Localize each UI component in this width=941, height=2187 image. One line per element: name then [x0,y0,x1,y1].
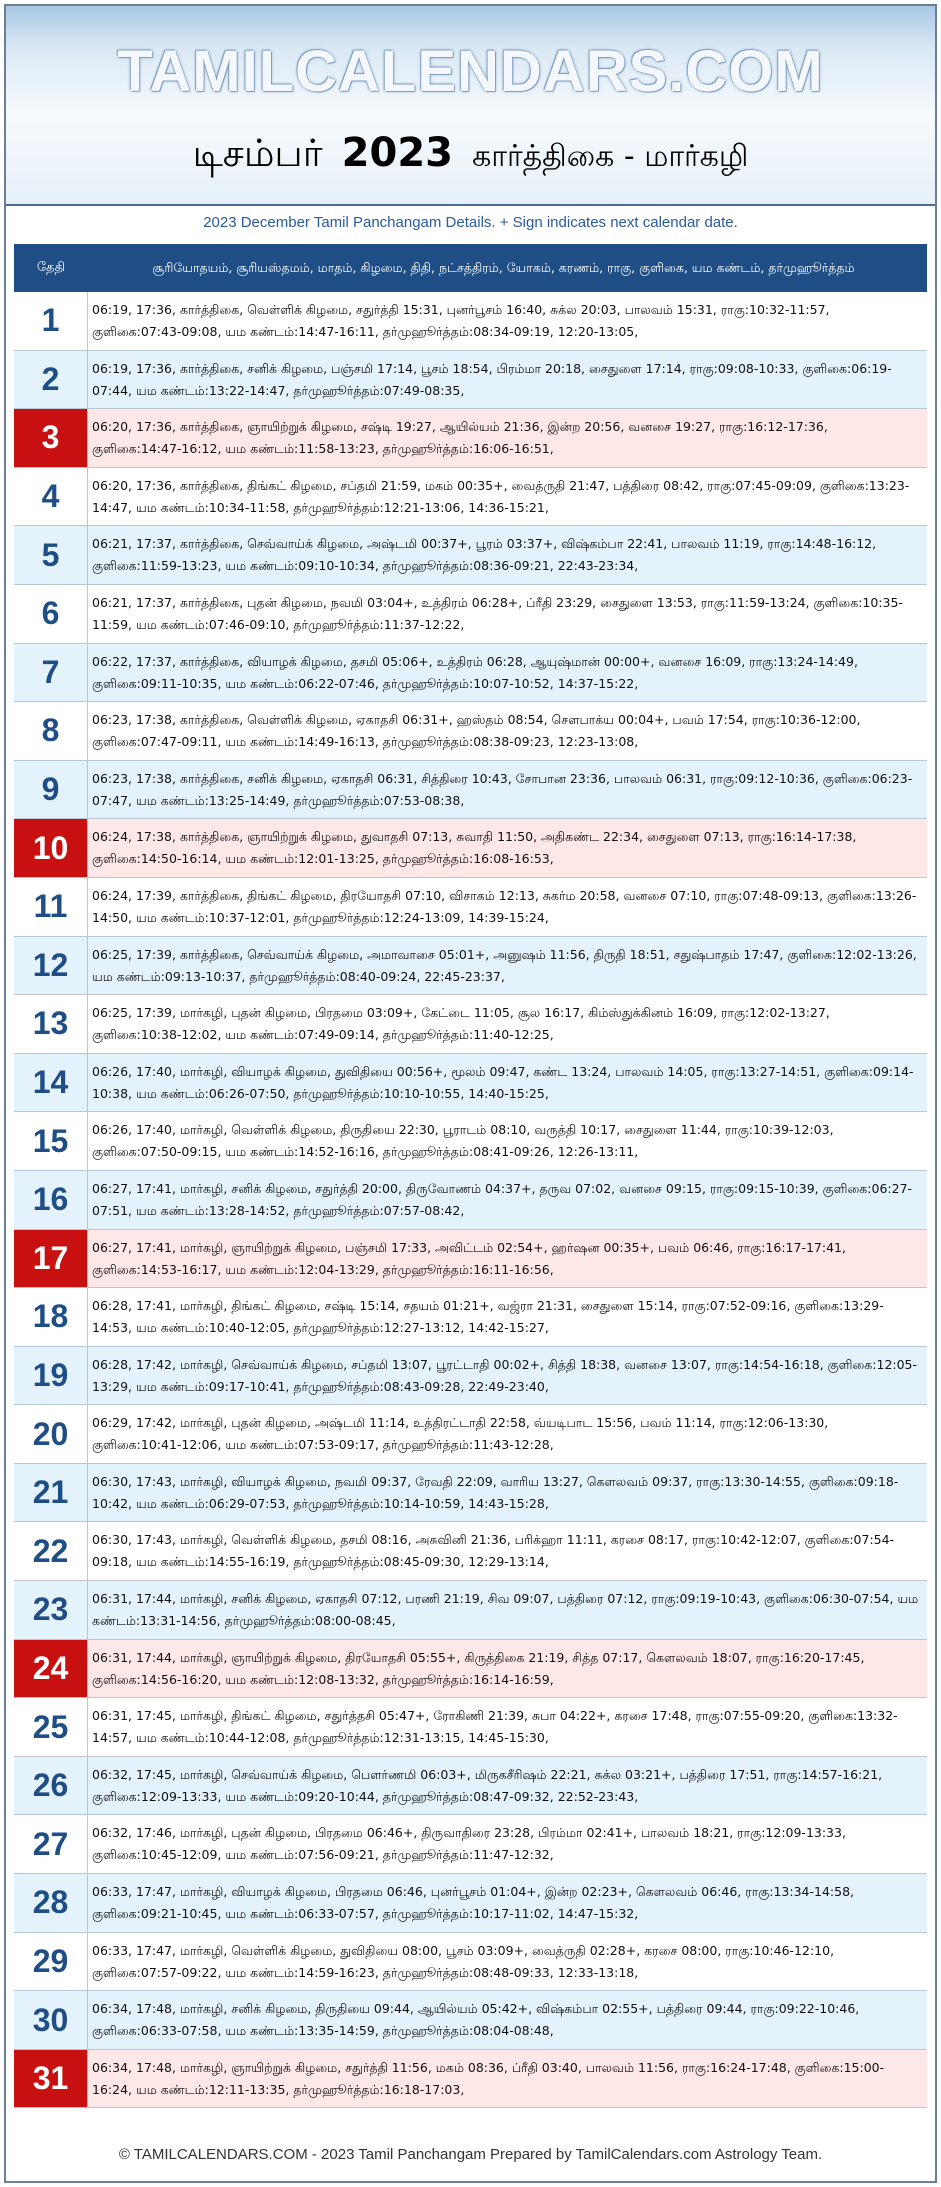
day-details: 06:26, 17:40, மார்கழி, வெள்ளிக் கிழமை, திருதியை 22:30, பூராடம் 08:10, வருத்தி 10:17, சைதுளை 11:44, ராகு:10:39-12:03, குளிகை:07:50-09:15, யம கண்டம்:14:52-16:16, தர்முஹூர்த்தம்:08:41-09:26, 12:26-13:11, [92,1122,834,1160]
table-row [14,1581,927,1640]
table-row [14,1522,927,1581]
table-row [14,644,927,703]
day-number: 29 [14,1933,88,1991]
day-details: 06:27, 17:41, மார்கழி, சனிக் கிழமை, சதுர்த்தி 20:00, திருவோணம் 04:37+, தருவ 07:02, வனசை 09:15, ராகு:09:15-10:39, குளிகை:06:27-07:51, யம கண்டம்:13:28-14:52, தர்முஹூர்த்தம்:07:57-08:42, [92,1180,913,1218]
day-details: 06:27, 17:41, மார்கழி, ஞாயிற்றுக் கிழமை, பஞ்சமி 17:33, அவிட்டம் 02:54+, ஹர்ஷன 00:35+, பவம் 06:46, ராகு:16:17-17:41, குளிகை:14:53-16:17, யம கண்டம்:12:04-13:29, தர்முஹூர்த்தம்:16:11-16:56, [92,1239,846,1277]
day-details: 06:31, 17:44, மார்கழி, ஞாயிற்றுக் கிழமை, திரயோதசி 05:55+, கிருத்திகை 21:19, சித்த 07:17, கௌலவம் 18:07, ராகு:16:20-17:45, குளிகை:14:56-16:20, யம கண்டம்:12:08-13:32, தர்முஹூர்த்தம்:16:14-16:59, [92,1649,865,1687]
table-row [14,2050,927,2109]
day-details: 06:19, 17:36, கார்த்திகை, வெள்ளிக் கிழமை, சதுர்த்தி 15:31, புனர்பூசம் 16:40, சுக்ல 20:03, பாலவம் 15:31, ராகு:10:32-11:57, குளிகை:07:43-09:08, யம கண்டம்:14:47-16:11, தர்முஹூர்த்தம்:08:34-09:19, 12:20-13:05, [92,302,830,339]
table-row [14,1230,927,1289]
date-column-header: தேதி [36,260,66,275]
day-details: 06:30, 17:43, மார்கழி, வெள்ளிக் கிழமை, தசமி 08:16, அசுவினி 21:36, பரிக்ஹா 11:11, கரசை 08:17, ராகு:10:42-12:07, குளிகை:07:54-09:18, யம கண்டம்:14:55-16:19, தர்முஹூர்த்தம்:08:45-09:30, 12:29-13:14, [92,1532,895,1570]
day-number: 10 [14,819,88,877]
panchangam-table [14,292,927,2108]
page-subtitle: 2023 December Tamil Panchangam Details. + Sign indicates next calendar date. [203,214,738,231]
day-details: 06:28, 17:41, மார்கழி, திங்கட் கிழமை, சஷ்டி 15:14, சதயம் 01:21+, வஜ்ரா 21:31, சைதுளை 15:14, ராகு:07:52-09:16, குளிகை:13:29-14:53, யம கண்டம்:10:40-12:05, தர்முஹூர்த்தம்:12:27-13:12, 14:42-15:27, [92,1298,884,1336]
table-row [14,1640,927,1699]
day-number: 31 [14,2050,88,2108]
day-number: 26 [14,1757,88,1815]
table-row [14,1112,927,1171]
month-name: டிசம்பர் [192,131,323,175]
day-details: 06:21, 17:37, கார்த்திகை, செவ்வாய்க் கிழமை, அஷ்டமி 00:37+, பூரம் 03:37+, விஷ்கம்பா 22:41, பாலவம் 11:19, ராகு:14:48-16:12, குளிகை:11:59-13:23, யம கண்டம்:09:10-10:34, தர்முஹூர்த்தம்:08:36-09:21, 22:43-23:34, [92,536,877,574]
day-details: 06:28, 17:42, மார்கழி, செவ்வாய்க் கிழமை, சப்தமி 13:07, பூரட்டாதி 00:02+, சித்தி 18:38, வனசை 13:07, ராகு:14:54-16:18, குளிகை:12:05-13:29, யம கண்டம்:09:17-10:41, தர்முஹூர்த்தம்:08:43-09:28, 22:49-23:40, [92,1356,918,1394]
day-details: 06:24, 17:38, கார்த்திகை, ஞாயிற்றுக் கிழமை, துவாதசி 07:13, சுவாதி 11:50, அதிகண்ட 22:34, சைதுளை 07:13, ராகு:16:14-17:38, குளிகை:14:50-16:14, யம கண்டம்:12:01-13:25, தர்முஹூர்த்தம்:16:08-16:53, [92,829,857,867]
tamil-months: கார்த்திகை - மார்கழி [472,139,749,174]
day-details: 06:23, 17:38, கார்த்திகை, சனிக் கிழமை, ஏகாதசி 06:31, சித்திரை 10:43, சோபான 23:36, பாலவம் 06:31, ராகு:09:12-10:36, குளிகை:06:23-07:47, யம கண்டம்:13:25-14:49, தர்முஹூர்த்தம்:07:53-08:38, [92,770,913,808]
day-number: 14 [14,1054,88,1112]
table-row [14,937,927,996]
day-number: 25 [14,1698,88,1756]
day-number: 24 [14,1640,88,1698]
table-row [14,1815,927,1874]
day-number: 6 [14,585,88,643]
day-details: 06:31, 17:45, மார்கழி, திங்கட் கிழமை, சதுர்த்தசி 05:47+, ரோகிணி 21:39, சுபா 04:22+, கரசை 17:48, ராகு:07:55-09:20, குளிகை:13:32-14:57, யம கண்டம்:10:44-12:08, தர்முஹூர்த்தம்:12:31-13:15, 14:45-15:30, [92,1708,898,1746]
day-number: 22 [14,1522,88,1580]
day-details: 06:23, 17:38, கார்த்திகை, வெள்ளிக் கிழமை, ஏகாதசி 06:31+, ஹஸ்தம் 08:54, சௌபாக்ய 00:04+, பவம் 17:54, ராகு:10:36-12:00, குளிகை:07:47-09:11, யம கண்டம்:14:49-16:13, தர்முஹூர்த்தம்:08:38-09:23, 12:23-13:08, [92,712,861,750]
day-number: 28 [14,1874,88,1932]
day-number: 30 [14,1991,88,2049]
day-number: 18 [14,1288,88,1346]
day-details: 06:30, 17:43, மார்கழி, வியாழக் கிழமை, நவமி 09:37, ரேவதி 22:09, வாரிய 13:27, கௌலவம் 09:37, ராகு:13:30-14:55, குளிகை:09:18-10:42, யம கண்டம்:06:29-07:53, தர்முஹூர்த்தம்:10:14-10:59, 14:43-15:28, [92,1473,899,1511]
table-row [14,292,927,351]
day-number: 8 [14,702,88,760]
day-details: 06:31, 17:44, மார்கழி, சனிக் கிழமை, ஏகாதசி 07:12, பரணி 21:19, சிவ 09:07, பத்திரை 07:12, ராகு:09:19-10:43, குளிகை:06:30-07:54, யம கண்டம்:13:31-14:56, தர்முஹூர்த்தம்:08:00-08:45, [92,1591,919,1629]
day-details: 06:22, 17:37, கார்த்திகை, வியாழக் கிழமை, தசமி 05:06+, உத்திரம் 06:28, ஆயுஷ்மான் 00:00+, வனசை 16:09, ராகு:13:24-14:49, குளிகை:09:11-10:35, யம கண்டம்:06:22-07:46, தர்முஹூர்த்தம்:10:07-10:52, 14:37-15:22, [92,653,858,691]
day-number: 13 [14,995,88,1053]
day-number: 3 [14,409,88,467]
day-number: 9 [14,761,88,819]
table-row [14,1698,927,1757]
table-row [14,995,927,1054]
table-header [14,244,927,292]
table-row [14,1757,927,1816]
day-number: 5 [14,526,88,584]
table-row [14,1347,927,1406]
table-row [14,819,927,878]
day-number: 12 [14,937,88,995]
day-number: 19 [14,1347,88,1405]
day-details: 06:24, 17:39, கார்த்திகை, திங்கட் கிழமை, திரயோதசி 07:10, விசாகம் 12:13, சுகர்ம 20:58, வனசை 07:10, ராகு:07:48-09:13, குளிகை:13:26-14:50, யம கண்டம்:10:37-12:01, தர்முஹூர்த்தம்:12:24-13:09, 14:39-15:24, [92,887,917,925]
day-number: 11 [14,878,88,936]
day-number: 20 [14,1405,88,1463]
day-details: 06:33, 17:47, மார்கழி, வியாழக் கிழமை, பிரதமை 06:46, புனர்பூசம் 01:04+, இன்ற 02:23+, கௌலவம் 06:46, ராகு:13:34-14:58, குளிகை:09:21-10:45, யம கண்டம்:06:33-07:57, தர்முஹூர்த்தம்:10:17-11:02, 14:47-15:32, [92,1884,855,1922]
day-details: 06:21, 17:37, கார்த்திகை, புதன் கிழமை, நவமி 03:04+, உத்திரம் 06:28+, ப்ரீதி 23:29, சைதுளை 13:53, ராகு:11:59-13:24, குளிகை:10:35-11:59, யம கண்டம்:07:46-09:10, தர்முஹூர்த்தம்:11:37-12:22, [92,594,903,632]
table-row [14,878,927,937]
day-details: 06:34, 17:48, மார்கழி, சனிக் கிழமை, திருதியை 09:44, ஆயில்யம் 05:42+, விஷ்கம்பா 02:55+, பத்திரை 09:44, ராகு:09:22-10:46, குளிகை:06:33-07:58, யம கண்டம்:13:35-14:59, தர்முஹூர்த்தம்:08:04-08:48, [92,2001,860,2039]
day-details: 06:19, 17:36, கார்த்திகை, சனிக் கிழமை, பஞ்சமி 17:14, பூசம் 18:54, பிரம்மா 20:18, சைதுளை 17:14, ராகு:09:08-10:33, குளிகை:06:19-07:44, யம கண்டம்:13:22-14:47, தர்முஹூர்த்தம்:07:49-08:35, [92,360,892,398]
day-details: 06:20, 17:36, கார்த்திகை, ஞாயிற்றுக் கிழமை, சஷ்டி 19:27, ஆயில்யம் 21:36, இன்ற 20:56, வனசை 19:27, ராகு:16:12-17:36, குளிகை:14:47-16:12, யம கண்டம்:11:58-13:23, தர்முஹூர்த்தம்:16:06-16:51, [92,419,828,457]
table-row [14,1171,927,1230]
day-details: 06:32, 17:45, மார்கழி, செவ்வாய்க் கிழமை, பௌர்ணமி 06:03+, மிருகசீரிஷம் 22:21, சுக்ல 03:21+, பத்திரை 17:51, ராகு:14:57-16:21, குளிகை:12:09-13:33, யம கண்டம்:09:20-10:44, தர்முஹூர்த்தம்:08:47-09:32, 22:52-23:43, [92,1766,883,1804]
year: 2023 [341,130,453,176]
table-row [14,1405,927,1464]
table-row [14,761,927,820]
day-number: 4 [14,468,88,526]
table-row [14,468,927,527]
table-row [14,1054,927,1113]
table-row [14,1991,927,2050]
day-details: 06:33, 17:47, மார்கழி, வெள்ளிக் கிழமை, துவிதியை 08:00, பூசம் 03:09+, வைத்ருதி 02:28+, கரசை 08:00, ராகு:10:46-12:10, குளிகை:07:57-09:22, யம கண்டம்:14:59-16:23, தர்முஹூர்த்தம்:08:48-09:33, 12:33-13:18, [92,1942,835,1980]
day-number: 21 [14,1464,88,1522]
table-row [14,585,927,644]
day-details: 06:26, 17:40, மார்கழி, வியாழக் கிழமை, துவிதியை 00:56+, மூலம் 09:47, கண்ட 13:24, பாலவம் 14:05, ராகு:13:27-14:51, குளிகை:09:14-10:38, யம கண்டம்:06:26-07:50, தர்முஹூர்த்தம்:10:10-10:55, 14:40-15:25, [92,1063,914,1101]
day-number: 17 [14,1230,88,1288]
table-row [14,409,927,468]
table-row [14,1874,927,1933]
day-number: 23 [14,1581,88,1639]
site-logo-title[interactable]: TAMILCALENDARS.COM [117,39,824,104]
table-row [14,1933,927,1992]
calendar-page [4,4,937,2183]
day-details: 06:25, 17:39, மார்கழி, புதன் கிழமை, பிரதமை 03:09+, கேட்டை 11:05, சூல 16:17, கிம்ஸ்துக்கினம் 16:09, ராகு:12:02-13:27, குளிகை:10:38-12:02, யம கண்டம்:07:49-09:14, தர்முஹூர்த்தம்:11:40-12:25, [92,1005,830,1043]
day-number: 15 [14,1112,88,1170]
page-header [6,6,935,206]
day-details: 06:25, 17:39, கார்த்திகை, செவ்வாய்க் கிழமை, அமாவாசை 05:01+, அனுஷம் 11:56, திருதி 18:51, சதுஷ்பாதம் 17:47, குளிகை:12:02-13:26, யம கண்டம்:09:13-10:37, தர்முஹூர்த்தம்:08:40-09:24, 22:45-23:37, [92,946,917,984]
day-details: 06:20, 17:36, கார்த்திகை, திங்கட் கிழமை, சப்தமி 21:59, மகம் 00:35+, வைத்ருதி 21:47, பத்திரை 08:42, ராகு:07:45-09:09, குளிகை:13:23-14:47, யம கண்டம்:10:34-11:58, தர்முஹூர்த்தம்:12:21-13:06, 14:36-15:21, [92,477,910,515]
table-row [14,526,927,585]
day-details: 06:34, 17:48, மார்கழி, ஞாயிற்றுக் கிழமை, சதுர்த்தி 11:56, மகம் 08:36, ப்ரீதி 03:40, பாலவம் 11:56, ராகு:16:24-17:48, குளிகை:15:00-16:24, யம கண்டம்:12:11-13:35, தர்முஹூர்த்தம்:16:18-17:03, [92,2059,885,2097]
day-number: 7 [14,644,88,702]
day-details: 06:32, 17:46, மார்கழி, புதன் கிழமை, பிரதமை 06:46+, திருவாதிரை 23:28, பிரம்மா 02:41+, பாலவம் 18:21, ராகு:12:09-13:33, குளிகை:10:45-12:09, யம கண்டம்:07:56-09:21, தர்முஹூர்த்தம்:11:47-12:32, [92,1825,846,1863]
table-row [14,1288,927,1347]
day-number: 16 [14,1171,88,1229]
table-row [14,702,927,761]
day-number: 27 [14,1815,88,1873]
table-row [14,351,927,410]
table-row [14,1464,927,1523]
page-title [6,130,935,181]
day-number: 1 [14,292,88,350]
day-number: 2 [14,351,88,409]
footer-text: © TAMILCALENDARS.COM - 2023 Tamil Panchangam Prepared by TamilCalendars.com Astrology Team. [118,2146,823,2163]
day-details: 06:29, 17:42, மார்கழி, புதன் கிழமை, அஷ்டமி 11:14, உத்திரட்டாதி 22:58, வ்யடிபாட 15:56, பவம் 11:14, ராகு:12:06-13:30, குளிகை:10:41-12:06, யம கண்டம்:07:53-09:17, தர்முஹூர்த்தம்:11:43-12:28, [92,1415,829,1453]
details-column-header: சூரியோதயம், சூரியஸ்தமம், மாதம், கிழமை, திதி, நட்சத்திரம், யோகம், கரணம், ராகு, குளிகை, யம கண்டம், தர்முஹூர்த்தம் [152,259,855,275]
